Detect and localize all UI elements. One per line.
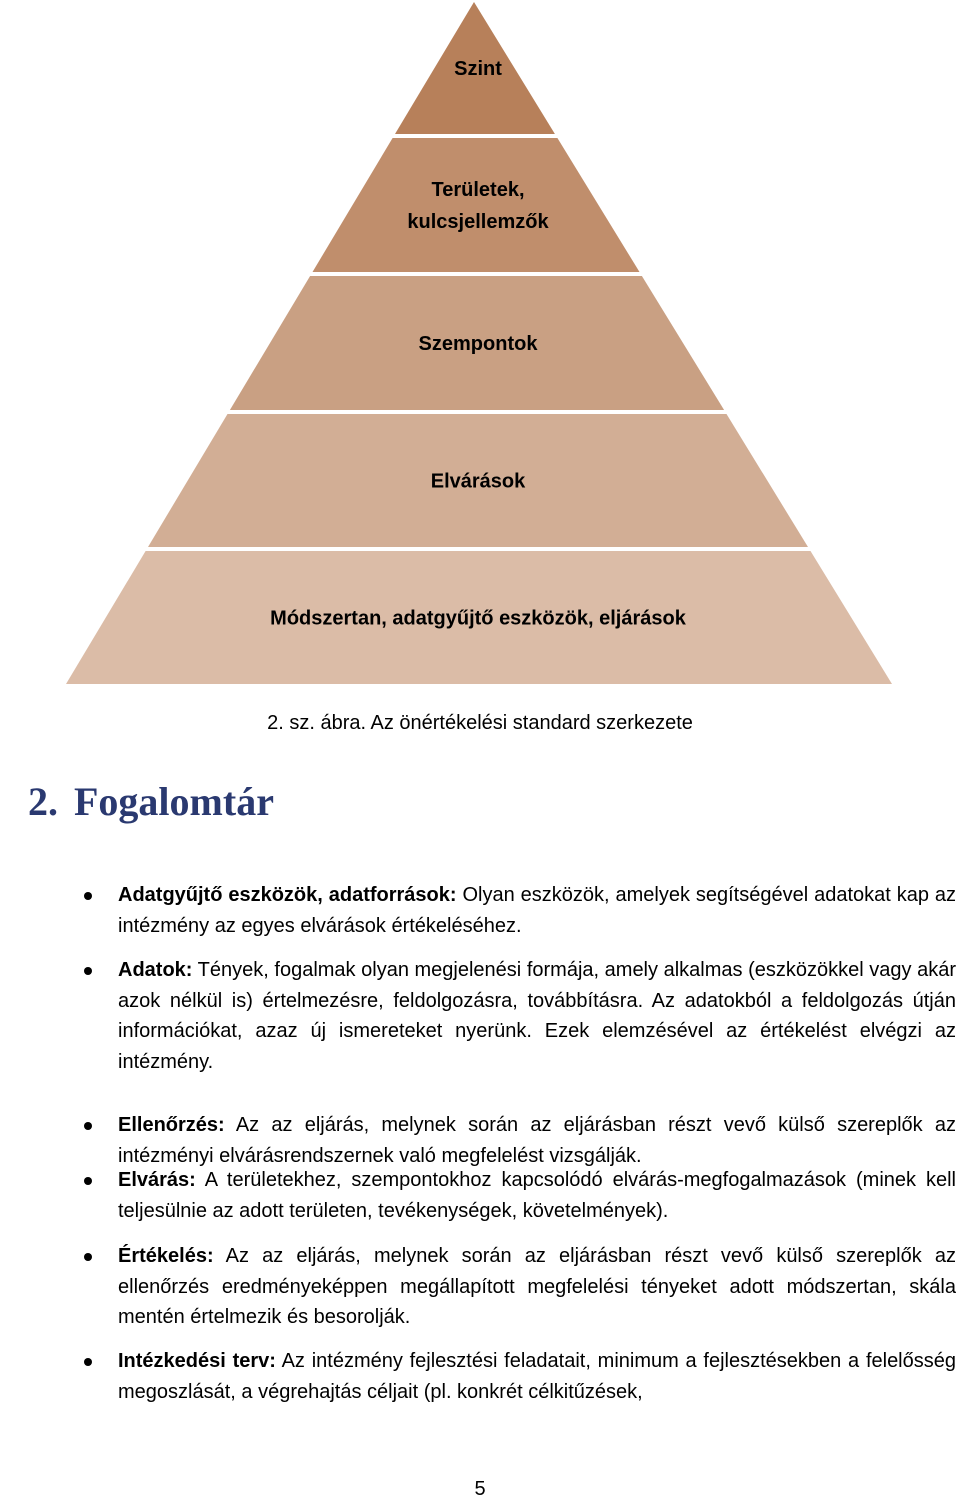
figure-caption: 2. sz. ábra. Az önértékelési standard szerkezete: [267, 712, 693, 734]
pyramid-diagram: [0, 0, 960, 700]
section-number: 2.: [28, 779, 58, 824]
pyramid-level-label: kulcsjellemzők: [407, 211, 549, 233]
glossary-term: Adatgyűjtő eszközök, adatforrások:: [118, 884, 457, 906]
section-heading: [28, 776, 274, 828]
glossary-item: [118, 1165, 956, 1226]
bullet-icon: [84, 1358, 92, 1366]
glossary-definition: A területekhez, szempontokhoz kapcsolódó elvárás-megfogalmazások (minek kell teljesülnie az adott területen, tevékenységek, követelmények).: [118, 1169, 956, 1222]
glossary-term: Intézkedési terv:: [118, 1350, 276, 1372]
pyramid-level-label: Módszertan, adatgyűjtő eszközök, eljárások: [270, 607, 686, 630]
glossary-term: Elvárás:: [118, 1169, 196, 1191]
pyramid-level-label: Szempontok: [418, 333, 538, 355]
section-title-text: Fogalomtár: [74, 779, 274, 824]
glossary-definition: Az az eljárás, melynek során az eljárásban részt vevő külső szereplők az intézményi elvárásrendszernek való megfelelést vizsgálják.: [118, 1114, 956, 1167]
glossary-item: [118, 880, 956, 941]
pyramid-level-label: Szint: [454, 58, 502, 80]
glossary-definition: Olyan eszközök, amelyek segítségével adatokat kap az intézmény az egyes elvárások értékeléséhez.: [118, 884, 956, 937]
glossary-item: [118, 1110, 956, 1171]
pyramid-level-2: [313, 138, 640, 272]
bullet-icon: [84, 1253, 92, 1261]
glossary-item: [118, 1346, 956, 1407]
glossary-definition: Az az eljárás, melynek során az eljárásban részt vevő külső szereplők az ellenőrzés eredményeképpen megállapított megfelelési tényeket adott módszertan, skála mentén értelmezik és besorolják.: [118, 1245, 956, 1328]
bullet-icon: [84, 1177, 92, 1185]
page-number: 5: [474, 1478, 486, 1500]
pyramid-level-label: Területek,: [431, 179, 525, 201]
bullet-icon: [84, 892, 92, 900]
glossary-term: Értékelés:: [118, 1245, 214, 1267]
bullet-icon: [84, 967, 92, 975]
glossary-definition: Tények, fogalmak olyan megjelenési formája, amely alkalmas (eszközökkel vagy akár azok nélkül is) értelmezésre, feldolgozásra, továbbításra. Az adatokból a feldolgozás útján információkat, azaz új ismereteket nyerünk. Ezek elemzésével az értékelést elvégzi az intézmény.: [118, 959, 956, 1073]
bullet-icon: [84, 1122, 92, 1130]
glossary-item: [118, 955, 956, 1077]
glossary-item: [118, 1241, 956, 1333]
glossary-term: Ellenőrzés:: [118, 1114, 225, 1136]
glossary-definition: Az intézmény fejlesztési feladatait, minimum a fejlesztésekben a felelősség megoszlását, a végrehajtás céljait (pl. konkrét célkitűzések,: [118, 1350, 956, 1403]
pyramid-level-label: Elvárások: [430, 470, 526, 493]
glossary-term: Adatok:: [118, 959, 193, 981]
